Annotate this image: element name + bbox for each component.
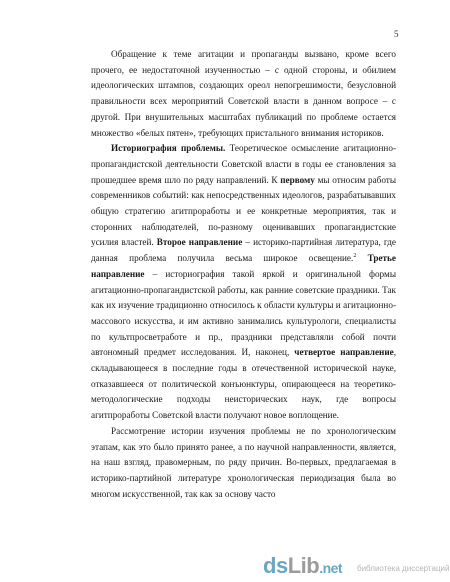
text-run: мы относим работы современников событий: как непосредственных идеологов, разрабатывавших общую стратегию агитпроработы и ее конкретные мероприятия, так и сторонних наблюдателей, по-разному оценивавших пропагандистские усилия властей.: [91, 174, 396, 248]
bold-term: первому: [280, 174, 315, 185]
text-run: – историко-партийная литература, где данная проблема получила весьма широкое освещение.: [91, 237, 396, 264]
bold-term: Историография проблемы.: [111, 143, 226, 154]
text-run: [356, 253, 367, 263]
text-run: Рассмотрение истории изучения проблемы не по хронологическим этапам, как это было принято ранее, а по научной направленности, является, на наш взгляд, правомерным, по ряду причин. Во-первых, предлагаемая в историко-партийной литературе хронологическая периодизация была во многом искусственной, так как за основу часто: [91, 425, 396, 499]
logo-lib: Lib: [287, 553, 320, 578]
dslib-logo: [263, 553, 342, 579]
text-run: – историография такой яркой и оригинальной формы агитационно-пропагандистской работы, как ранние советские праздники. Так как их изучение традиционно относилось к области культуры и агитационно-массового искусства, и им активно занимались культурологи, специалисты по культпросветработе и пр., праздники представляли собой почти автономный предмет исследования. И, наконец,: [91, 268, 396, 358]
bold-term: четвертое направление: [294, 347, 394, 358]
watermark: [263, 553, 450, 581]
bold-term: Второе направление: [156, 237, 243, 248]
text-run: Теоретическое осмысление агитационно-пропагандистской деятельности Советской власти в годы ее становления за прошедшее время шло по ряду направлений. К: [91, 143, 397, 185]
footnote-ref: 2: [353, 253, 357, 260]
paragraph: [91, 141, 396, 424]
text-run: Обращение к теме агитации и пропаганды вызвано, кроме всего прочего, ее недостаточной изученностью – с одной стороны, и обилием идеологических штампов, создающих ореол непогрешимости, безусловной правильности всех мероприятий Советской власти в данном вопросе – с другой. При внушительных масштабах публикаций по проблеме остается множество «белых пятен», требующих пристального внимания историков.: [91, 49, 396, 138]
bold-term: Третье направление: [91, 253, 396, 279]
paragraph: [91, 424, 396, 503]
page-number: 5: [394, 29, 399, 39]
paragraph: [91, 47, 396, 141]
logo-ds: ds: [263, 553, 288, 578]
logo-net: .net: [319, 560, 343, 576]
text-run: , складывающееся в последние годы в отечественной исторической науке, отказавшееся от политической конъюнктуры, опирающееся на теоретико-методологические подходы неисторических наук, где вопросы агитпроработы Советской власти получают новое воплощение.: [91, 347, 396, 421]
watermark-caption: библиотека диссертаций: [357, 564, 450, 573]
text-body: [91, 47, 396, 502]
